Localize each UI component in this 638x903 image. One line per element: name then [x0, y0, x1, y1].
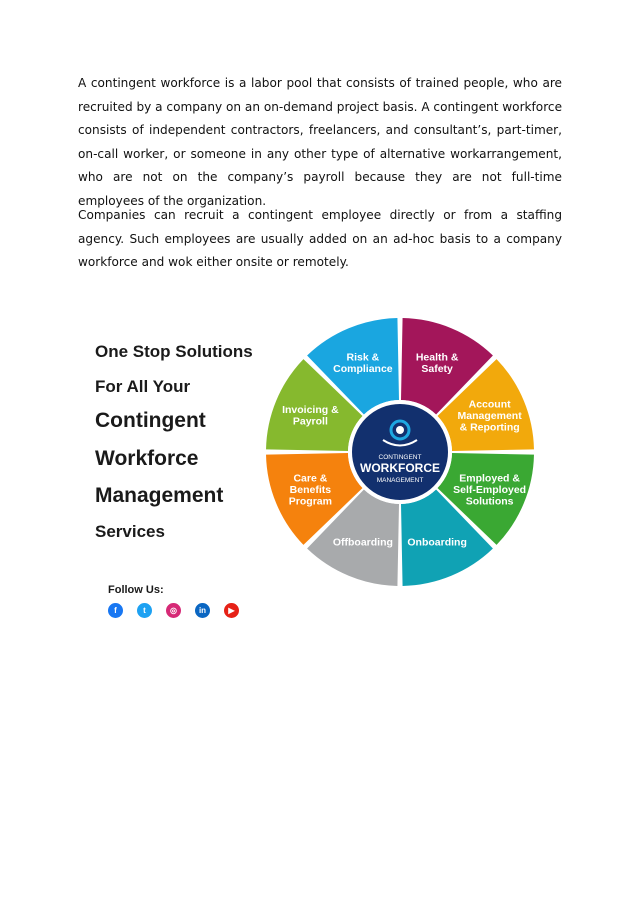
wheel-segment-label: [333, 537, 393, 549]
center-hub: [350, 402, 450, 502]
headline-line-1: One Stop Solutions: [95, 342, 253, 361]
wheel-segment-label-line: Onboarding: [407, 536, 467, 549]
wheel-segment-label-line: Risk &: [346, 351, 380, 364]
wheel-segment-label-line: & Reporting: [459, 421, 520, 434]
wheel-segment-label-line: Benefits: [289, 484, 332, 497]
center-line-1: CONTINGENT: [378, 454, 422, 461]
twitter-icon[interactable]: t: [137, 603, 152, 618]
wheel-segment-label-line: Safety: [421, 363, 453, 376]
center-line-3: MANAGEMENT: [376, 477, 424, 484]
facebook-icon[interactable]: f: [108, 603, 123, 618]
linkedin-icon[interactable]: in: [195, 603, 210, 618]
headline-line-6: Services: [95, 522, 165, 541]
wheel-segment-label: [289, 473, 332, 508]
paragraph-intro: A contingent workforce is a labor pool that consists of trained people, who are recruited by a company on an on-demand project basis. A contingent workforce consists of independent contractors, freelancers, and consultant’s, part-timer, on-call worker, or someone in any other type of alternative workarrangement, who are not on the company’s payroll because they are not full-time employees of the organization.: [78, 76, 563, 208]
wheel-segment-label-line: Employed &: [459, 472, 520, 485]
center-line-2: WORKFORCE: [360, 461, 440, 475]
headline-line-3: Contingent: [95, 409, 206, 432]
wheel-segment-label-line: Care &: [293, 472, 328, 485]
wheel-segment-label-line: Solutions: [465, 495, 514, 508]
center-circle: [350, 402, 450, 502]
wheel-segment-label-line: Invoicing &: [282, 404, 339, 417]
wheel-segment-label-line: Offboarding: [332, 536, 393, 549]
headline-line-5: Management: [95, 484, 224, 507]
headline-line-2: For All Your: [95, 377, 191, 396]
wheel-segment-label-line: Account: [468, 398, 511, 411]
paragraph-recruitment: Companies can recruit a contingent employee directly or from a staffing agency. Such employees are usually added on an ad-hoc basis to a company workforce and wok either onsite or remotely.: [78, 208, 562, 269]
wheel-segment-label-line: Management: [457, 409, 522, 422]
wheel-segment-label-line: Program: [288, 495, 332, 508]
wheel-segment-label: [407, 537, 467, 549]
services-wheel: [253, 316, 553, 588]
wheel-segment-label-line: Self-Employed: [453, 484, 527, 497]
wheel-segment-label-line: Compliance: [333, 363, 393, 376]
wheel-segment-label: [416, 352, 459, 376]
social-links: [108, 603, 239, 618]
instagram-icon[interactable]: ◎: [166, 603, 181, 618]
wheel-segment-label-line: Health &: [415, 351, 459, 364]
youtube-icon[interactable]: ▶: [224, 603, 239, 618]
wheel-segment-label-line: Payroll: [292, 415, 328, 428]
headline-line-4: Workforce: [95, 447, 199, 470]
follow-us-label: Follow Us:: [108, 584, 164, 596]
